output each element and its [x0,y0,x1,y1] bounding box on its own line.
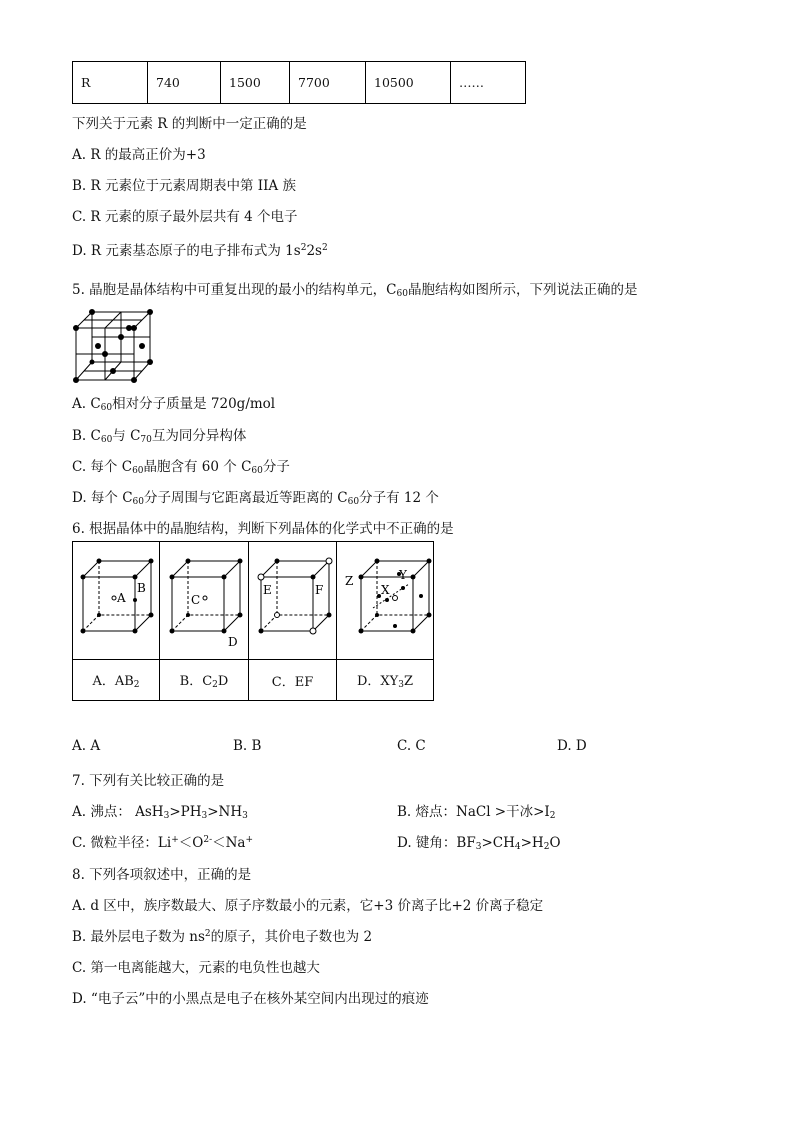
table-cell: R [73,62,148,104]
q6-stem: 6. 根据晶体中的晶胞结构，判断下列晶体的化学式中不正确的是 [72,521,454,537]
q5-option-d: D. 每个 $C_{60}$分子周围与它距离最近等距离的 $C_{60}$分子有 12 个 [72,490,439,507]
q6-answer-c: C. C [397,738,426,754]
q7-stem: 7. 下列有关比较正确的是 [72,773,225,789]
q5-option-b: B. $C_{60}$与 $C_{70}$互为同分异构体 [72,428,247,445]
q7-option-b: B. 熔点：NaCl >干冰$>I_2$ [397,804,556,821]
caption-b: B．$C_2D$ [160,660,249,701]
q4-stem: 下列关于元素 R 的判断中一定正确的是 [72,116,307,132]
cell-figure-b [160,542,249,660]
table-cell: 7700 [290,62,366,104]
q6-answer-a: A. A [72,738,101,754]
cell-figure-a [73,542,160,660]
label-c: C [191,593,201,607]
cube-b-diagram [160,542,248,655]
caption-d: D．$XY_3Z$ [337,660,434,701]
unit-cell-table [72,541,434,701]
q7-option-d: D. 键角：$BF_3>CH_4>H_2O$ [397,835,561,852]
table-row [73,542,434,660]
q4-option-d: D. R 元素基态原子的电子排布式为 $1s^22s^2$ [72,243,328,259]
table-row [73,62,526,104]
cube-a-diagram [73,542,159,655]
q8-option-d: D. “电子云”中的小黑点是电子在核外某空间内出现过的痕迹 [72,991,429,1007]
label-a: A [117,591,126,605]
q5-option-a: A. $C_{60}$相对分子质量是 720g/mol [72,396,276,413]
q6-answer-b: B. B [233,738,262,754]
cube-d-diagram [337,542,433,655]
table-cell: 740 [148,62,221,104]
ionization-table [72,61,526,104]
table-cell: …… [451,62,526,104]
q5-stem: 5. 晶胞是晶体结构中可重复出现的最小的结构单元，$C_{60}$晶胞结构如图所示，下列说法正确的是 [72,282,638,299]
cube-c-diagram [249,542,336,655]
label-d: D [228,635,238,649]
table-row [73,660,434,701]
label-e: E [263,583,272,597]
table-cell: 1500 [221,62,290,104]
caption-a: A．$AB_2$ [73,660,160,701]
label-z: Z [345,574,354,588]
label-y: Y [399,568,407,582]
q4-option-b: B. R 元素位于元素周期表中第 IIA 族 [72,178,296,194]
label-x: X [381,583,390,597]
label-f: F [315,583,324,597]
table-cell: 10500 [366,62,451,104]
label-b: B [137,581,146,595]
q8-option-c: C. 第一电离能越大，元素的电负性也越大 [72,960,320,976]
q8-option-a: A. d 区中，族序数最大、原子序数最小的元素，它+3 价离子比+2 价离子稳定 [72,898,544,914]
q4-option-c: C. R 元素的原子最外层共有 4 个电子 [72,209,298,225]
q7-option-a: A. 沸点： $AsH_3>PH_3>NH_3$ [72,804,248,821]
c60-unit-cell-diagram [70,306,160,388]
q5-option-c: C. 每个 $C_{60}$晶胞含有 60 个 $C_{60}$分子 [72,459,290,476]
q6-answer-d: D. D [557,738,587,754]
cell-figure-c [249,542,337,660]
q4-option-a: A. R 的最高正价为+3 [72,147,206,163]
q8-option-b: B. 最外层电子数为 $ns^2$的原子，其价电子数也为 2 [72,929,373,945]
q8-stem: 8. 下列各项叙述中，正确的是 [72,867,252,883]
q7-option-c: C. 微粒半径：$Li^+<O^{2-}<Na^+$ [72,835,254,851]
caption-c: C．EF [249,660,337,701]
cell-figure-d [337,542,434,660]
